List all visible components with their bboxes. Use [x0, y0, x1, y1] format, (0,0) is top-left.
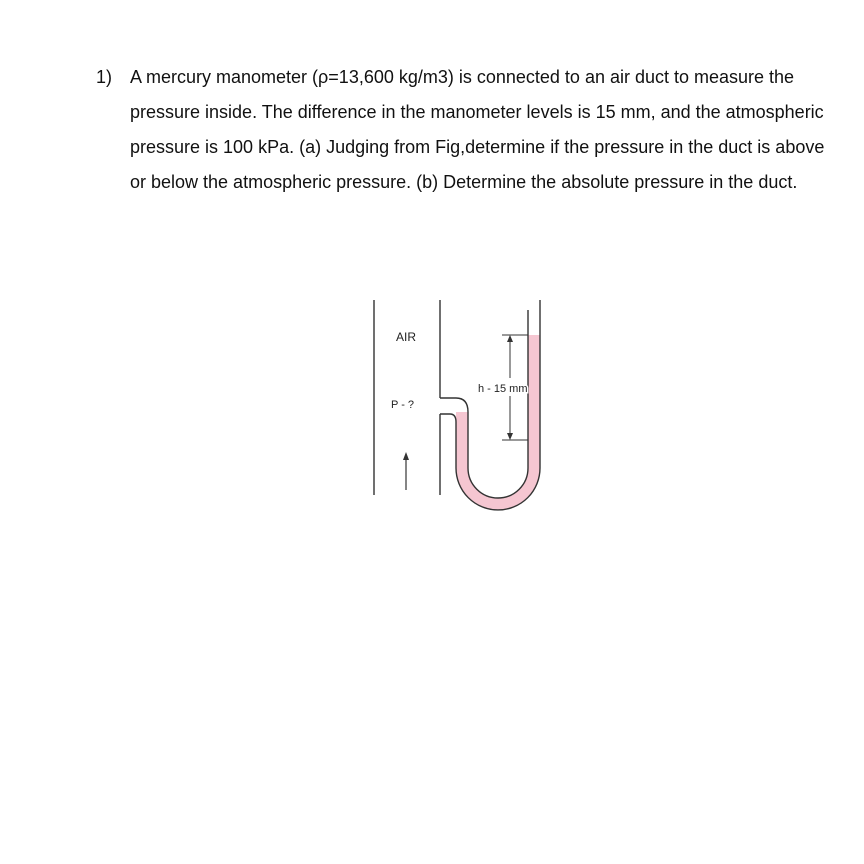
- flow-arrow-head: [403, 452, 409, 460]
- u-tube-inner: [468, 310, 528, 498]
- air-label: AIR: [396, 330, 417, 344]
- connector-tube-bottom: [440, 414, 456, 422]
- manometer-diagram: [360, 290, 580, 520]
- problem-statement: [96, 60, 826, 200]
- dimension-arrow-top: [507, 335, 513, 342]
- problem-text: A mercury manometer (ρ=13,600 kg/m3) is connected to an air duct to measure the pressure inside. The difference in the manometer levels is 15 mm, and the atmospheric pressure is 100 kPa. (a) Judging from Fig,determine if the pressure in the duct is above or below the atmospheric pressure. (b) Determine the absolute pressure in the duct.: [130, 67, 825, 192]
- problem-number: 1): [96, 67, 113, 87]
- height-label: h - 15 mm: [478, 383, 528, 395]
- dimension-arrow-bottom: [507, 433, 513, 440]
- pressure-label: P - ?: [391, 399, 415, 411]
- connector-tube-top: [440, 398, 468, 412]
- manometer-figure: [360, 290, 580, 520]
